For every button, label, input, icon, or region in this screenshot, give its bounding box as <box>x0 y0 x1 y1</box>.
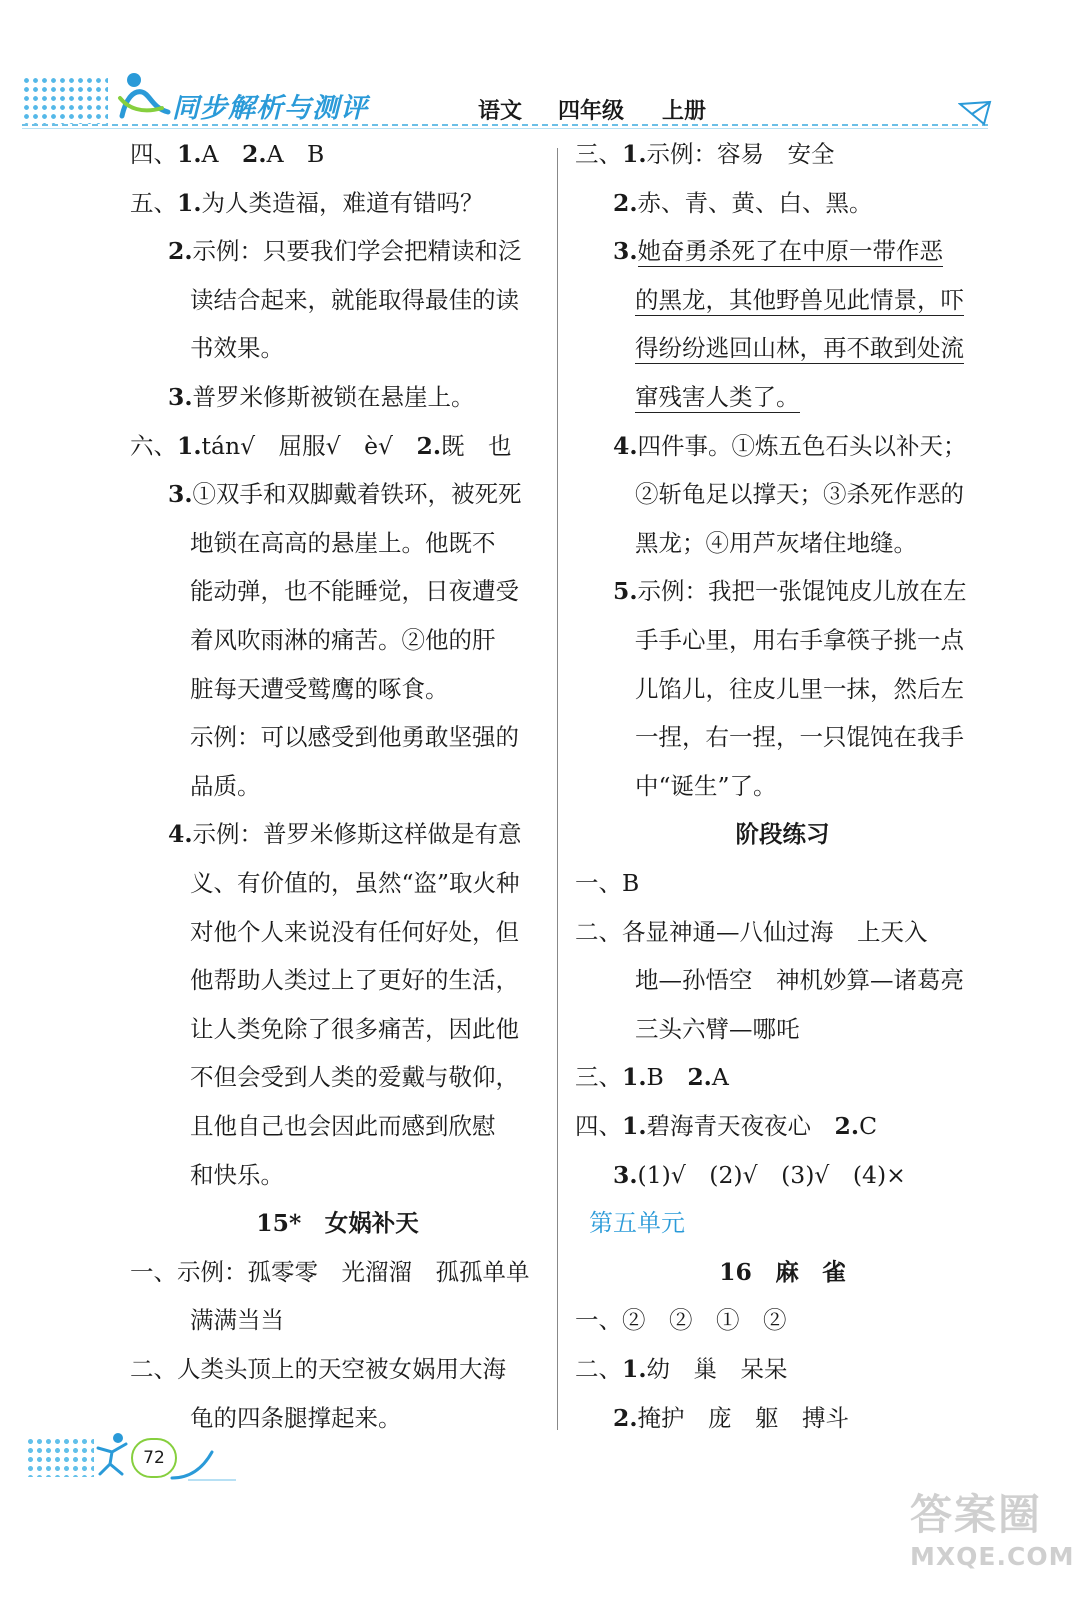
column-divider <box>557 148 558 1430</box>
answer-text: 示例：只要我们学会把精读和泛 <box>192 237 522 266</box>
answer-text: 为人类造福，难道有错吗？ <box>201 188 484 217</box>
item-number: 3. <box>613 1160 638 1189</box>
answer-text: C <box>859 1112 878 1140</box>
answer-line <box>190 908 519 956</box>
answer-line <box>190 1151 284 1199</box>
answer-text: ② ② ① ② <box>622 1306 787 1335</box>
footer-dot-pattern <box>26 1437 94 1477</box>
answer-text: 能动弹，也不能睡觉，日夜遭受 <box>190 577 519 606</box>
answer-line <box>130 1248 530 1296</box>
section-heading: 阶段练习 <box>735 820 830 849</box>
question-prefix: 一、 <box>130 1257 177 1286</box>
answer-line <box>635 665 964 713</box>
item-number: 2. <box>613 188 638 217</box>
item-number: 4. <box>613 431 638 460</box>
answer-line <box>613 179 873 227</box>
answer-line <box>613 422 967 470</box>
answer-line <box>575 130 835 178</box>
question-prefix: 三、 <box>575 140 622 168</box>
header-rule <box>22 124 988 126</box>
answer-text: 龟的四条腿撑起来。 <box>190 1403 402 1432</box>
answer-text: 黑龙；④用芦灰堵住地缝。 <box>635 528 917 557</box>
item-number: 1. <box>622 1112 647 1140</box>
answer-line <box>635 324 964 372</box>
answer-text: A <box>201 140 243 168</box>
answer-line <box>130 130 324 178</box>
brand-logo-icon <box>112 68 172 124</box>
answer-line <box>613 567 967 615</box>
answer-text: 示例：我把一张馄饨皮儿放在左 <box>637 577 967 606</box>
answer-text: ②斩龟足以撑天；③杀死作恶的 <box>635 480 964 509</box>
answer-line <box>190 1394 402 1442</box>
answer-text: 义、有价值的，虽然“盗”取火种 <box>190 869 520 897</box>
question-prefix: 五、 <box>130 188 177 217</box>
answer-line <box>190 1005 519 1053</box>
answer-text: 品质。 <box>190 771 261 800</box>
answer-line <box>168 227 522 275</box>
watermark-url: MXQE.COM <box>910 1542 1075 1571</box>
answer-line <box>190 519 496 567</box>
watermark-logo: 答案圈 <box>910 1490 1043 1539</box>
answer-line <box>613 227 943 275</box>
item-number: 1. <box>622 140 647 168</box>
watermark <box>910 1488 1075 1588</box>
question-prefix: 一、 <box>575 869 622 897</box>
answer-text: 赤、青、黄、白、黑。 <box>637 188 873 217</box>
question-prefix: 六、 <box>130 431 177 460</box>
footer-swoosh-icon <box>168 1448 238 1482</box>
answer-text: A <box>711 1063 729 1092</box>
answer-text: B <box>622 869 640 897</box>
answer-line <box>190 1102 496 1150</box>
answer-text: 书效果。 <box>190 334 284 363</box>
question-prefix: 二、 <box>575 917 622 946</box>
answer-line <box>168 470 522 518</box>
item-number: 1. <box>177 140 202 168</box>
question-prefix: 一、 <box>575 1306 622 1335</box>
answer-text: ①双手和双脚戴着铁环，被死死 <box>192 480 522 509</box>
answer-text: 示例：可以感受到他勇敢坚强的 <box>190 723 519 752</box>
answer-text: 幼 巢 呆呆 <box>646 1355 788 1383</box>
item-number: 1. <box>622 1063 647 1092</box>
answer-text: tán√ 屈服√ è√ <box>201 431 417 460</box>
section-heading: 15* 女娲补天 <box>256 1209 419 1238</box>
header-volume: 上册 <box>662 99 707 124</box>
answer-text: 脏每天遭受鹫鹰的啄食。 <box>190 674 449 703</box>
brand-title: 同步解析与测评 <box>172 93 368 124</box>
answer-text: 既 也 <box>441 431 512 460</box>
answer-text: 和快乐。 <box>190 1160 284 1189</box>
answer-line <box>575 1053 729 1101</box>
item-number: 3. <box>168 480 193 509</box>
question-prefix: 三、 <box>575 1063 622 1092</box>
answer-text: 地锁在高高的悬崖上。他既不 <box>190 528 496 557</box>
answer-text: 普罗米修斯被锁在悬崖上。 <box>192 383 475 411</box>
answer-text: B <box>646 1063 688 1092</box>
answer-text: 示例：普罗米修斯这样做是有意 <box>192 820 522 849</box>
answer-line <box>190 762 261 810</box>
underlined-answer: 窜残害人类了。 <box>635 383 800 411</box>
answer-text: (1)√ (2)√ (3)√ (4)× <box>637 1160 906 1189</box>
item-number: 2. <box>242 140 267 168</box>
answer-text: 满满当当 <box>190 1306 284 1335</box>
answer-text: 碧海青天夜夜心 <box>646 1112 835 1140</box>
answer-line <box>190 665 449 713</box>
section-heading: 16 麻 雀 <box>719 1257 846 1286</box>
header-grade: 四年级 <box>558 99 625 124</box>
answer-text: 一捏，右一捏，一只馄饨在我手 <box>635 723 964 752</box>
answer-line <box>575 859 639 907</box>
answer-line <box>130 179 484 227</box>
underlined-answer: 她奋勇杀死了在中原一带作恶 <box>637 237 944 266</box>
answer-text: 示例：孤零零 光溜溜 孤孤单单 <box>177 1257 530 1286</box>
answer-line <box>635 762 777 810</box>
answer-line <box>613 1151 906 1199</box>
paper-plane-icon <box>958 100 992 126</box>
answer-line <box>168 810 522 858</box>
answer-text: 他帮助人类过上了更好的生活， <box>190 966 519 995</box>
answer-text: 中“诞生”了。 <box>635 771 777 800</box>
answer-text: 对他个人来说没有任何好处，但 <box>190 917 519 946</box>
answer-line <box>635 713 964 761</box>
answer-text: 四件事。①炼五色石头以补天； <box>637 431 967 460</box>
item-number: 1. <box>177 431 202 460</box>
item-number: 2. <box>416 431 442 460</box>
item-number: 1. <box>622 1355 647 1383</box>
answer-text: 三头六臂—哪吒 <box>635 1014 800 1043</box>
answer-line <box>635 616 964 664</box>
answer-line <box>190 956 519 1004</box>
answer-line <box>190 616 496 664</box>
answer-line <box>190 713 519 761</box>
answer-line <box>635 470 964 518</box>
answer-text: 读结合起来，就能取得最佳的读 <box>190 285 519 314</box>
answer-line <box>190 859 520 907</box>
answer-text: 各显神通—八仙过海 上天入 <box>622 917 928 946</box>
answer-line <box>575 908 928 956</box>
item-number: 2. <box>168 237 193 266</box>
answer-line <box>635 276 964 324</box>
question-prefix: 二、 <box>575 1355 622 1383</box>
item-number: 2. <box>687 1063 712 1092</box>
question-prefix: 四、 <box>130 140 177 168</box>
answer-line <box>190 276 519 324</box>
answer-line <box>635 519 917 567</box>
answer-line <box>575 1296 787 1344</box>
answer-text: 着风吹雨淋的痛苦。②他的肝 <box>190 626 496 654</box>
underlined-answer: 得纷纷逃回山林，再不敢到处流 <box>635 334 964 363</box>
header-rule-thin <box>22 128 988 129</box>
header-dot-pattern <box>22 76 108 124</box>
item-number: 5. <box>613 577 638 606</box>
unit-heading: 第五单元 <box>589 1209 685 1238</box>
answer-line <box>575 1102 877 1150</box>
answer-line <box>190 1053 519 1101</box>
item-number: 2. <box>834 1112 860 1140</box>
question-prefix: 二、 <box>130 1355 177 1383</box>
header-subject: 语文 <box>478 99 523 124</box>
answer-line <box>190 1296 284 1344</box>
answer-line <box>190 567 519 615</box>
answer-line <box>635 956 964 1004</box>
answer-text: 人类头顶上的天空被女娲用大海 <box>177 1355 506 1383</box>
answer-line <box>575 1345 788 1393</box>
question-prefix: 四、 <box>575 1112 622 1140</box>
answer-text: 不但会受到人类的爱戴与敬仰， <box>190 1063 519 1092</box>
item-number: 2. <box>613 1403 638 1432</box>
answer-line <box>130 422 512 470</box>
answer-line <box>130 1345 506 1393</box>
answer-text: 让人类免除了很多痛苦，因此他 <box>190 1014 519 1043</box>
answer-line <box>635 1005 800 1053</box>
answer-text: 手手心里，用右手拿筷子挑一点 <box>635 626 964 654</box>
answer-text: 掩护 庞 躯 搏斗 <box>637 1403 850 1432</box>
running-figure-icon <box>92 1430 132 1478</box>
answer-text: A B <box>266 140 325 168</box>
item-number: 3. <box>168 383 193 411</box>
answer-text: 示例：容易 安全 <box>646 140 835 168</box>
answer-line <box>168 373 475 421</box>
answer-text: 儿馅儿，往皮儿里一抹，然后左 <box>635 674 964 703</box>
answer-line <box>190 324 284 372</box>
answer-line <box>635 373 800 421</box>
answer-text: 且他自己也会因此而感到欣慰 <box>190 1112 496 1140</box>
answer-line <box>613 1394 849 1442</box>
item-number: 4. <box>168 820 193 849</box>
page-number: 72 <box>131 1438 177 1478</box>
item-number: 1. <box>177 188 202 217</box>
answer-text: 地—孙悟空 神机妙算—诸葛亮 <box>635 966 964 995</box>
underlined-answer: 的黑龙，其他野兽见此情景，吓 <box>635 285 964 314</box>
item-number: 3. <box>613 237 638 266</box>
